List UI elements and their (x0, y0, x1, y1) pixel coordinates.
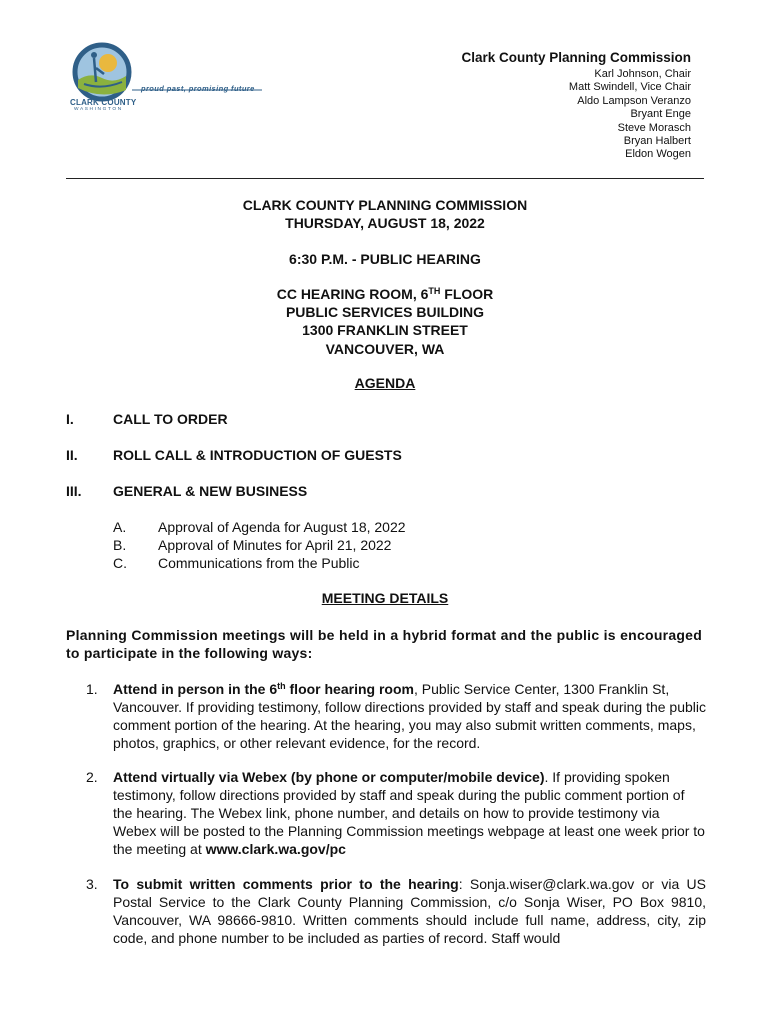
details-heading-block (0, 590, 770, 606)
option-superscript: th (277, 681, 286, 691)
details-heading: MEETING DETAILS (321, 590, 449, 606)
option-number: 1. (86, 681, 98, 697)
member-name: Steve Morasch (617, 121, 691, 134)
option-number: 2. (86, 769, 98, 785)
item-letter: B. (113, 537, 127, 553)
meeting-time: 6:30 P.M. - PUBLIC HEARING (289, 251, 481, 267)
logo-tagline: proud past, promising future (141, 84, 255, 93)
room-text: CC HEARING ROOM, 6 (276, 286, 429, 302)
option-bold-text-end: floor hearing room (285, 681, 414, 697)
clark-county-logo (66, 38, 266, 118)
section-number: II. (66, 447, 78, 463)
room-floor-text: FLOOR (440, 286, 494, 302)
option-number: 3. (86, 876, 98, 892)
details-intro: Planning Commission meetings will be held in a hybrid format and the public is encouraged to participate in the following ways: (66, 627, 702, 661)
agenda-heading: AGENDA (354, 375, 416, 391)
member-name: Eldon Wogen (625, 148, 691, 161)
item-text: Communications from the Public (158, 555, 360, 571)
option-text: : Sonja.wiser@clark.wa.gov or via US Postal Service to the Clark County Planning Commission, c/o Sonja Wiser, PO Box 9810, Vancouver, WA 98666-9810. Written comments should include full name, address, city, zip code, and phone number to be included as parties of record. Staff would (113, 876, 707, 946)
commission-roster (461, 50, 691, 162)
participation-option (86, 680, 706, 752)
webpage-link[interactable]: www.clark.wa.gov/pc (205, 841, 346, 857)
meeting-room (0, 285, 770, 303)
meeting-location-block (0, 285, 770, 358)
section-label: GENERAL & NEW BUSINESS (113, 483, 308, 499)
section-number: I. (66, 411, 74, 427)
option-bold-text: Attend in person in the 6 (113, 681, 278, 697)
option-text: . If providing spoken testimony, follow directions provided by staff and speak during the public comment portion of the hearing. The Webex link, phone number, and details on how to provide testimony via Webex will be posted to the Planning Commission meetings webpage at least one week prior to the meeting at (113, 769, 705, 857)
member-name: Karl Johnson, Chair (594, 68, 691, 80)
logo-state-name: WASHINGTON (74, 107, 123, 112)
meeting-title-block (0, 196, 770, 232)
member-name: Matt Swindell, Vice Chair (568, 81, 691, 94)
meeting-time-block (0, 250, 770, 268)
section-label: ROLL CALL & INTRODUCTION OF GUESTS (113, 447, 402, 463)
meeting-city: VANCOUVER, WA (325, 340, 445, 357)
meeting-date: THURSDAY, AUGUST 18, 2022 (285, 215, 485, 232)
item-letter: A. (113, 519, 127, 535)
room-superscript: TH (428, 286, 441, 296)
participation-option (86, 768, 706, 858)
option-body (113, 875, 706, 947)
organization-name: Clark County Planning Commission (461, 50, 691, 65)
meeting-building: PUBLIC SERVICES BUILDING (285, 304, 485, 321)
item-text: Approval of Agenda for August 18, 2022 (158, 519, 406, 535)
participation-option (86, 875, 706, 947)
item-text: Approval of Minutes for April 21, 2022 (158, 537, 392, 553)
member-name: Aldo Lampson Veranzo (577, 94, 691, 107)
option-bold-text: To submit written comments prior to the hearing (113, 876, 459, 892)
member-name: Bryant Enge (630, 108, 691, 121)
option-text: , Public Service Center, 1300 Franklin St, Vancouver. If providing testimony, follow directions provided by staff and speak during the public comment portion of the hearing. At the hearing, you may also submit written comments, maps, photos, graphics, or other relevant evidence, for the record. (113, 681, 707, 751)
item-letter: C. (113, 555, 127, 571)
member-name: Bryan Halbert (623, 135, 691, 148)
logo-county-name: CLARK COUNTY (70, 98, 137, 107)
option-body (113, 680, 706, 752)
option-body (113, 768, 706, 858)
section-label: CALL TO ORDER (113, 411, 228, 427)
meeting-street: 1300 FRANKLIN STREET (302, 322, 468, 339)
meeting-title: CLARK COUNTY PLANNING COMMISSION (242, 197, 528, 213)
agenda-heading-block (0, 375, 770, 391)
option-bold-text: Attend virtually via Webex (by phone or computer/mobile device) (113, 769, 545, 785)
section-number: III. (66, 483, 82, 499)
header-divider (66, 178, 704, 179)
